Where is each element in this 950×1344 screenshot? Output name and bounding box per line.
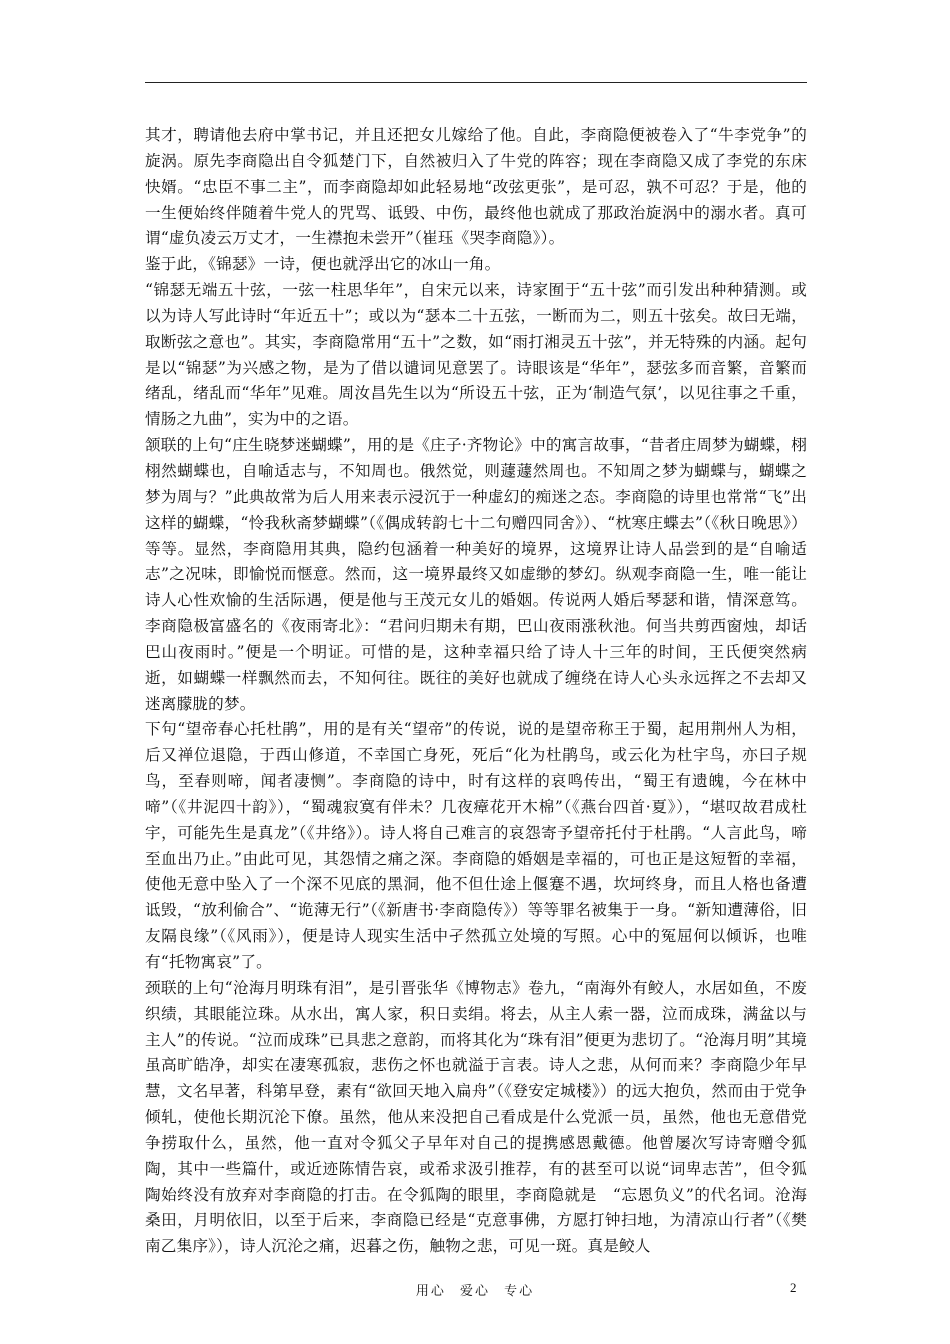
paragraph-2: 鉴于此，《锦瑟》一诗，便也就浮出它的冰山一角。 [145, 255, 501, 274]
footer-motto: 用心 爱心 专心 [415, 1284, 535, 1299]
paragraph-4: 颔联的上句“庄生晓梦迷蝴蝶”，用的是《庄子·齐物论》中的寓言故事，“昔者庄周梦为蝴蝶，栩栩然蝴蝶也，自喻适志与，不知周也。俄然觉，则蘧蘧然周也。不知周之梦为蝴蝶与，蝴蝶之梦为周与？”此典故常为后人用来表示浸沉于一种虚幻的痴迷之态。李商隐的诗里也常常“飞”出这样的蝴蝶，“怜我秋斋梦蝴蝶”（《偶成转韵七十二句赠四同舍》）、“枕寒庄蝶去”（《秋日晚思》）等等。显然，李商隐用其典，隐约包涵着一种美好的境界，这境界让诗人品尝到的是“自喻适志”之况味，即愉悦而惬意。然而，这一境界最终又如虚缈的梦幻。纵观李商隐一生，唯一能让诗人心性欢愉的生活际遇，便是他与王茂元女儿的婚姻。传说两人婚后琴瑟和谐，情深意笃。李商隐极富盛名的《夜雨寄北》：“君问归期未有期，巴山夜雨涨秋池。何当共剪西窗烛，却话巴山夜雨时。”便是一个明证。可惜的是，这种幸福只给了诗人十三年的时间，王氏便突然病逝，如蝴蝶一样飘然而去，不知何往。既往的美好也就成了缠绕在诗人心头永远挥之不去却又迷离朦胧的梦。 [145, 436, 807, 713]
page-number: 2 [790, 1280, 797, 1295]
paragraph-5: 下句“望帝春心托杜鹃”，用的是有关“望帝”的传说，说的是望帝称王于蜀，起用荆州人为相，后又禅位退隐，于西山修道，不幸国亡身死，死后“化为杜鹃鸟，或云化为杜宇鸟，亦曰子规鸟，至春则啼，闻者凄恻”。李商隐的诗中，时有这样的哀鸣传出，“蜀王有遗魄，今在林中啼”（《井泥四十韵》），“蜀魂寂寞有伴未？几夜瘴花开木棉”（《燕台四首·夏》），“堪叹故君成杜宇，可能先生是真龙”（《井络》）。诗人将自己难言的哀怨寄予望帝托付于杜鹃。“人言此鸟，啼至血出乃止。”由此可见，其怨情之痛之深。李商隐的婚姻是幸福的，可也正是这短暂的幸福，使他无意中坠入了一个深不见底的黑洞，他不但仕途上偃蹇不遇，坎坷终身，而且人格也备遭诋毁，“放利偷合”、“诡薄无行”（《新唐书·李商隐传》）等等罪名被集于一身。“新知遭薄俗，旧友隔良缘”（《风雨》），便是诗人现实生活中孑然孤立处境的写照。心中的冤屈何以倾诉，也唯有“托物寓哀”了。 [145, 720, 807, 971]
paragraph-3: “锦瑟无端五十弦，一弦一柱思华年”，自宋元以来，诗家囿于“五十弦”而引发出种种猜测。或以为诗人写此诗时“年近五十”；或以为“瑟本二十五弦，一断而为二，则五十弦矣。故曰无端，取断弦之意也”。其实，李商隐常用“五十”之数，如“雨打湘灵五十弦”，并无特殊的内涵。起句是以“锦瑟”为兴感之物，是为了借以谴词见意罢了。诗眼该是“华年”，瑟弦多而音繁，音繁而绪乱，绪乱而“华年”见难。周汝昌先生以为“所设五十弦，正为‘制造气氛’，以见往事之千重，情肠之九曲”，实为中的之语。 [145, 281, 807, 429]
paragraph-1: 其才，聘请他去府中掌书记，并且还把女儿嫁给了他。自此，李商隐便被卷入了“牛李党争”的旋涡。原先李商隐出自令狐楚门下，自然被归入了牛党的阵容；现在李商隐又成了李党的东床快婿。“忠臣不事二主”，而李商隐却如此轻易地“改弦更张”，是可忍，孰不可忍？于是，他的一生便始终伴随着牛党人的咒骂、诋毁、中伤，最终他也就成了那政治旋涡中的溺水者。真可谓“虚负凌云万丈才，一生襟抱未尝开”（崔珏《哭李商隐》）。 [145, 126, 807, 248]
header-rule [145, 82, 807, 83]
paragraph-6: 颈联的上句“沧海月明珠有泪”，是引晋张华《博物志》卷九，“南海外有鲛人，水居如鱼，不废织绩，其眼能泣珠。从水出，寓人家，积日卖绢。将去，从主人索一器，泣而成珠，满盆以与主人”的传说。“泣而成珠”已具悲之意韵，而将其化为“珠有泪”便更为悲切了。“沧海月明”其境虽高旷皓净，却实在凄寒孤寂，悲伤之怀也就溢于言表。诗人之悲，从何而来？李商隐少年早慧，文名早著，科第早登，素有“欲回天地入扁舟”（《登安定城楼》）的远大抱负，然而由于党争倾轧，使他长期沉沦下僚。虽然，他从来没把自己看成是什么党派一员，虽然，他也无意借党争捞取什么，虽然，他一直对令狐父子早年对自己的提携感恩戴德。他曾屡次写诗寄赠令狐陶，其中一些篇什，或近迹陈情告哀，或希求汲引推荐，有的甚至可以说“词卑志苦”，但令狐陶始终没有放弃对李商隐的打击。在令狐陶的眼里，李商隐就是 “忘恩负义”的代名词。沧海桑田，月明依旧，以至于后来，李商隐已经是“克意事佛，方愿打钟扫地，为清凉山行者”（《樊南乙集序》），诗人沉沦之痛，迟暮之伤，触物之悲，可见一斑。真是鲛人 [145, 978, 807, 1256]
body-text [145, 123, 807, 1260]
